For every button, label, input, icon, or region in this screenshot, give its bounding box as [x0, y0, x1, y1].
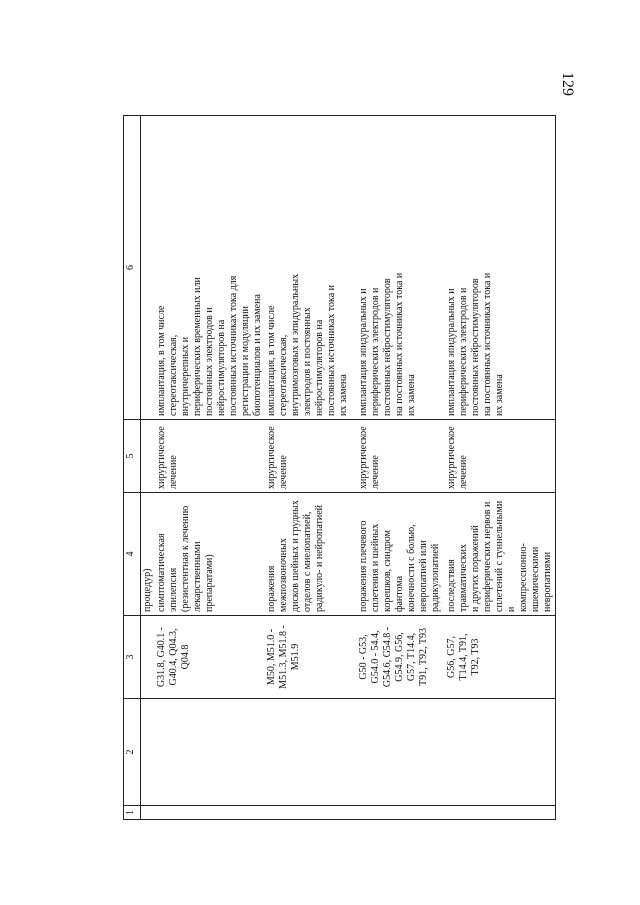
treatment-type: хирургическое лечение — [156, 426, 179, 489]
icd-codes: G31.8, G40.1 - G40.4, Q04.3, Q04.8 — [156, 626, 191, 688]
row-1-col-6 — [141, 116, 156, 420]
cell-text: процедур) — [142, 568, 153, 612]
row-5-col-4 — [445, 493, 556, 616]
medical-procedures-table — [123, 115, 556, 820]
icd-codes: G56, G57, T14.4, T91, T92, T93 — [446, 633, 481, 681]
row-2-col-2 — [155, 699, 265, 806]
table-row — [265, 116, 357, 820]
treatment-type: хирургическое лечение — [266, 426, 289, 489]
row-4-col-1 — [357, 806, 445, 820]
procedure-method: имплантация, в том числе стереотаксическая, внутримозговых и эпидуральных электродов и постоянных нейростимуляторов на постоянных источниках тока и их замена — [266, 273, 349, 416]
row-5-col-6 — [445, 116, 556, 420]
treatment-type: хирургическое лечение — [446, 426, 469, 489]
row-3-col-4 — [265, 493, 357, 616]
table-row — [357, 116, 445, 820]
row-4-col-5 — [357, 420, 445, 493]
row-3-col-5 — [265, 420, 357, 493]
row-3-col-3 — [265, 616, 357, 699]
row-5-col-5 — [445, 420, 556, 493]
row-1-col-2 — [141, 699, 156, 806]
diagnosis: поражения межпозвоночных дисков шейных и грудных отделов с миелопатией, радикуло- и нейропатией — [266, 500, 325, 612]
page-number: 129 — [559, 72, 576, 96]
row-3-col-2 — [265, 699, 357, 806]
row-1-col-5 — [141, 420, 156, 493]
row-5-col-3 — [445, 616, 556, 699]
header-col-1: 1 — [124, 806, 141, 820]
row-2-col-4 — [155, 493, 265, 616]
table-header-row — [124, 116, 141, 820]
procedure-method: имплантация, в том числе стереотаксическая, внутричерепных и периферических временных или постоянных электродов и нейростимуляторов на постоянных источниках тока для регистрации и модуляции биопотенциалов и их замена — [156, 275, 263, 416]
header-col-3: 3 — [124, 616, 141, 699]
row-4-col-6 — [357, 116, 445, 420]
table-row — [141, 116, 156, 820]
diagnosis: симптоматическая эпилепсия (резистентная к лечению лекарственными препаратами) — [156, 505, 215, 612]
rotated-table-container — [123, 116, 553, 820]
header-col-5: 5 — [124, 420, 141, 493]
diagnosis: последствия травматических и других поражений периферических нервов и сплетений с туннельными и компрессионно- ишемическими невропатиями — [446, 500, 553, 612]
procedure-method: имплантация эпидуральных и периферических электродов и постоянных нейростимуляторов на постоянных источниках тока и их замена — [446, 272, 505, 416]
header-col-2: 2 — [124, 699, 141, 806]
row-1-col-3 — [141, 616, 156, 699]
header-col-6: 6 — [124, 116, 141, 420]
row-4-col-2 — [357, 699, 445, 806]
row-2-col-6 — [155, 116, 265, 420]
row-3-col-6 — [265, 116, 357, 420]
row-2-col-1 — [155, 806, 265, 820]
table-row — [155, 116, 265, 820]
treatment-type: хирургическое лечение — [358, 426, 381, 489]
row-5-col-1 — [445, 806, 556, 820]
row-2-col-3 — [155, 616, 265, 699]
icd-codes: M50, M51.0 - M51.3, M51.8 - M51.9 — [266, 625, 301, 689]
row-5-col-2 — [445, 699, 556, 806]
row-4-col-4 — [357, 493, 445, 616]
row-2-col-5 — [155, 420, 265, 493]
row-1-col-4 — [141, 493, 156, 616]
procedure-method: имплантация эпидуральных и периферических электродов и постоянных нейростимуляторов на постоянных источниках тока и их замена — [358, 272, 417, 416]
icd-codes: G50 - G53, G54.0 - 54.4, G54.6, G54.8 - G54.9, G56, G57, T14.4, T91, T92, T93 — [358, 626, 429, 688]
diagnosis: поражения плечевого сплетения и шейных корешков, синдром фантома конечности с болью, невропатией или радикулопатией — [358, 520, 441, 612]
row-4-col-3 — [357, 616, 445, 699]
row-1-col-1 — [141, 806, 156, 820]
row-3-col-1 — [265, 806, 357, 820]
header-col-4: 4 — [124, 493, 141, 616]
table-row — [445, 116, 556, 820]
